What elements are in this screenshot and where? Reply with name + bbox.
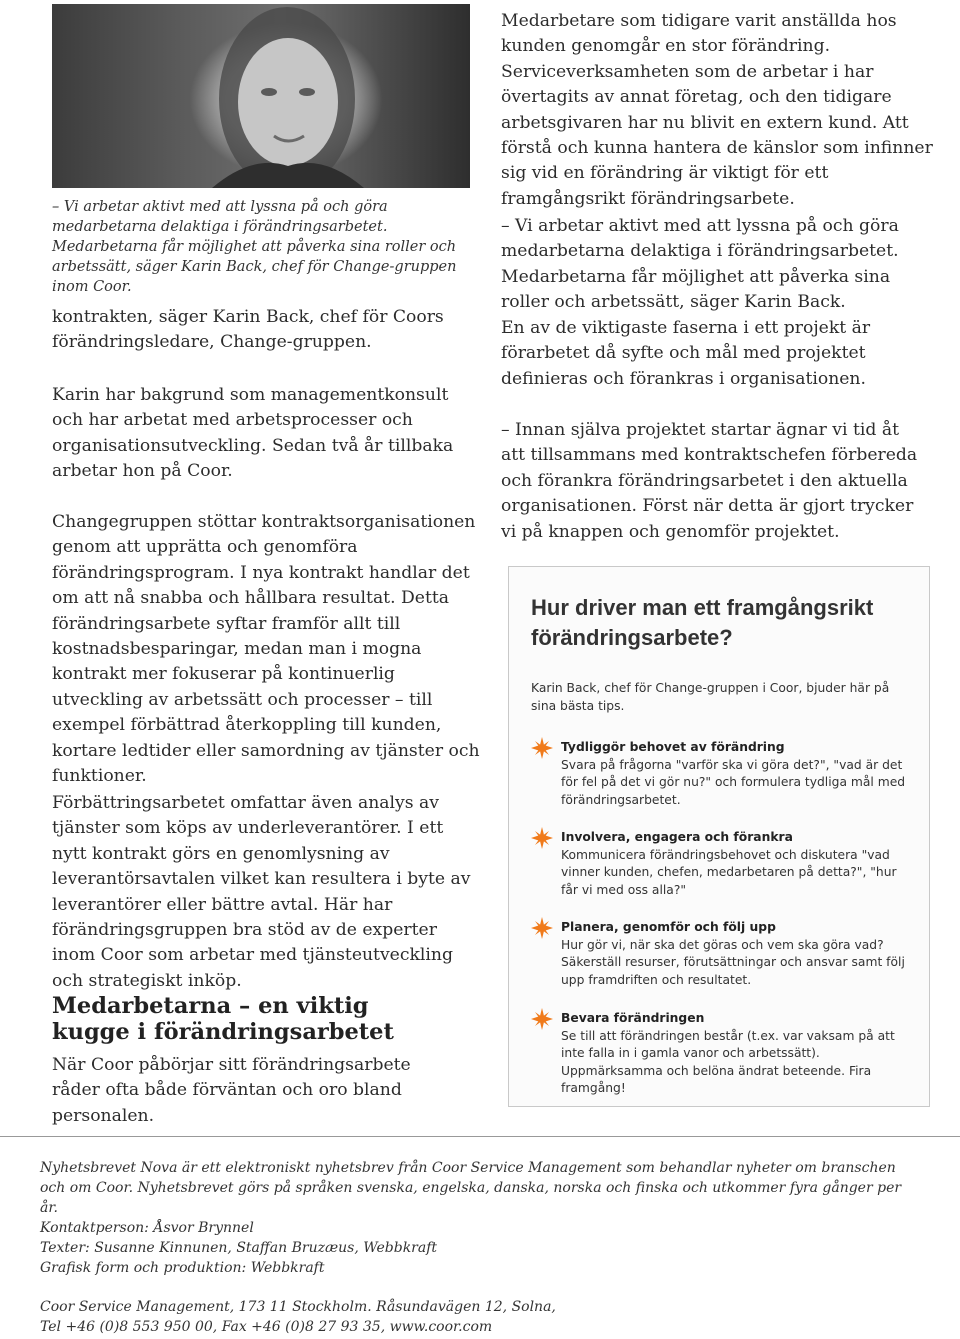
tip-title: Planera, genomför och följ upp xyxy=(561,920,776,934)
sunburst-bullet-icon xyxy=(531,827,553,849)
footer-about: Nyhetsbrevet Nova är ett elektroniskt nyhetsbrev från Coor Service Management som behandlar nyheter om branschen och om Coor. Nyhetsbrevet görs på språken svenska, engelska, danska, norska och finska och utkommer fyra gånger per år. xyxy=(40,1160,902,1216)
footer-texts: Texter: Susanne Kinnunen, Staffan Bruzæus, Webbkraft xyxy=(40,1240,438,1256)
tip-text: Svara på frågorna "varför ska vi göra det?", "vad är det för fel på det vi gör nu?" och formulera tydliga mål med förändringsarbetet. xyxy=(561,758,906,807)
footer-divider xyxy=(0,1136,960,1137)
left-paragraph-2: Karin har bakgrund som managementkonsult och har arbetat med arbetsprocesser och organisationsutveckling. Sedan två år tillbaka arbetar hon på Coor. xyxy=(52,385,454,482)
tips-box-intro: Karin Back, chef för Change-gruppen i Coor, bjuder här på sina bästa tips. xyxy=(531,681,890,713)
tips-box xyxy=(508,566,930,1107)
tip-title: Tydliggör behovet av förändring xyxy=(561,740,785,754)
tip-title: Involvera, engagera och förankra xyxy=(561,830,793,844)
footer-address: Coor Service Management, 173 11 Stockholm. Råsundavägen 12, Solna, xyxy=(40,1299,556,1315)
tip-text: Kommunicera förändringsbehovet och diskutera "vad vinner kunden, chefen, medarbetaren på detta?", "hur får vi med oss alla?" xyxy=(561,848,897,897)
left-paragraph-5: När Coor påbörjar sitt förändringsarbete råder ofta både förväntan och oro bland personalen. xyxy=(52,1055,411,1126)
footer-contact: Kontaktperson: Åsvor Brynnel xyxy=(40,1220,254,1236)
tip-title: Bevara förändringen xyxy=(561,1011,705,1025)
photo-caption: – Vi arbetar aktivt med att lyssna på och göra medarbetarna delaktiga i förändringsarbetet. Medarbetarna får möjlighet att påverka sina roller och arbetssätt, säger Karin Back, chef för Change-gruppen inom Coor. xyxy=(52,199,457,295)
tips-box-title: Hur driver man ett framgångsrikt förändringsarbete? xyxy=(531,595,874,650)
section-heading: Medarbetarna – en viktig kugge i förändringsarbetet xyxy=(52,993,394,1045)
sunburst-bullet-icon xyxy=(531,737,553,759)
tip-text: Se till att förändringen består (t.ex. var vaksam på att inte falla in i gamla vanor och arbetssätt). Uppmärksamma och belöna ändrat beteende. Fira framgång! xyxy=(561,1029,895,1096)
footer-phone: Tel +46 (0)8 553 950 00, Fax +46 (0)8 27 93 35, www.coor.com xyxy=(40,1319,493,1335)
tip-text: Hur gör vi, när ska det göras och vem ska göra vad? Säkerställ resurser, förutsättningar och ansvar samt följ upp framdriften och resultatet. xyxy=(561,938,905,987)
portrait-illustration xyxy=(52,4,470,188)
left-paragraph-3: Changegruppen stöttar kontraktsorganisationen genom att upprätta och genomföra förändringsprogram. I nya kontrakt handlar det om att nå snabba och hållbara resultat. Detta förändringsarbete syftar framför allt till kostnadsbesparingar, medan man i mogna kontrakt mer fokuserar på kontinuerlig utveckling av arbetssätt och processer – till exempel förbättrad återkoppling till kunden, kortare ledtider eller samordning av tjänster och funktioner. xyxy=(52,512,480,787)
sunburst-bullet-icon xyxy=(531,1008,553,1030)
right-paragraph-3: En av de viktigaste faserna i ett projekt är förarbetet då syfte och mål med projektet definieras och förankras i organisationen. xyxy=(501,318,871,389)
sunburst-bullet-icon xyxy=(531,917,553,939)
right-paragraph-1: Medarbetare som tidigare varit anställda hos kunden genomgår en stor förändring. Serviceverksamheten som de arbetar i har övertagits av annat företag, och den tidigare arbetsgivaren har nu blivit en extern kund. Att förstå och kunna hantera de känslor som infinner sig vid en förändring är viktigt för ett framgångsrikt förändringsarbete. xyxy=(501,11,933,209)
portrait-photo xyxy=(52,4,470,188)
left-paragraph-1: kontrakten, säger Karin Back, chef för Coors förändringsledare, Change-gruppen. xyxy=(52,307,444,353)
right-paragraph-2: – Vi arbetar aktivt med att lyssna på och göra medarbetarna delaktiga i förändringsarbetet. Medarbetarna får möjlighet att påverka sina roller och arbetssätt, säger Karin Back. xyxy=(501,216,899,313)
footer-design: Grafisk form och produktion: Webbkraft xyxy=(40,1260,325,1276)
left-paragraph-4: Förbättringsarbetet omfattar även analys av tjänster som köps av underleverantörer. I ett nytt kontrakt görs en genomlysning av leverantörsavtalen vilket kan resultera i byte av leverantörer eller bättre avtal. Här har förändringsgruppen bra stöd av de experter inom Coor som arbetar med tjänsteutveckling och strategiskt inköp. xyxy=(52,793,471,991)
right-paragraph-4: – Innan själva projektet startar ägnar vi tid åt att tillsammans med kontraktschefen förbereda och förankra förändringsarbetet i den aktuella organisationen. Först när detta är gjort trycker vi på knappen och genomför projektet. xyxy=(501,420,918,542)
